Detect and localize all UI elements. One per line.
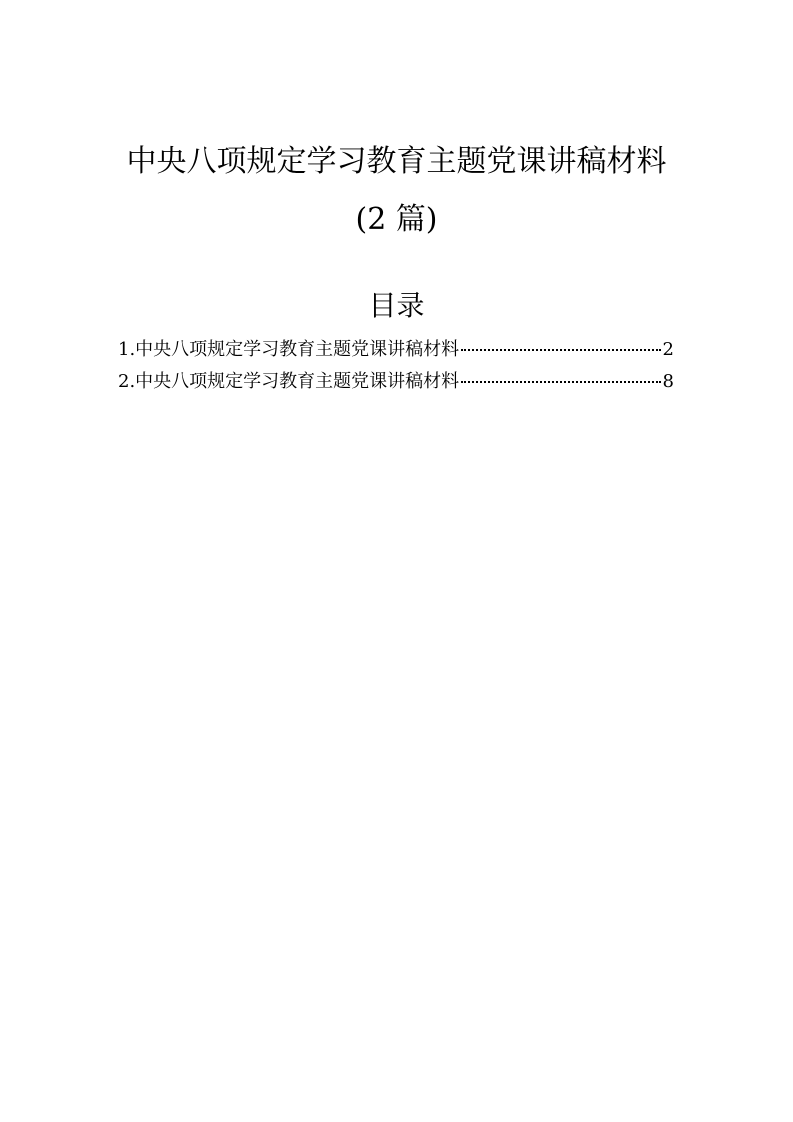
toc-dot-leader [461, 349, 660, 351]
table-of-contents [118, 334, 674, 398]
toc-entry-label: 2.中央八项规定学习教育主题党课讲稿材料 [118, 371, 460, 392]
document-title: 中央八项规定学习教育主题党课讲稿材料 [126, 144, 667, 179]
toc-entry-page: 8 [662, 371, 674, 392]
toc-dot-leader [461, 381, 660, 383]
toc-entry[interactable] [118, 334, 674, 366]
document-subtitle: (2 篇) [355, 202, 438, 237]
toc-entry-page: 2 [662, 339, 674, 360]
toc-entry[interactable] [118, 366, 674, 398]
toc-heading: 目录 [368, 289, 425, 322]
toc-entry-label: 1.中央八项规定学习教育主题党课讲稿材料 [118, 339, 460, 360]
